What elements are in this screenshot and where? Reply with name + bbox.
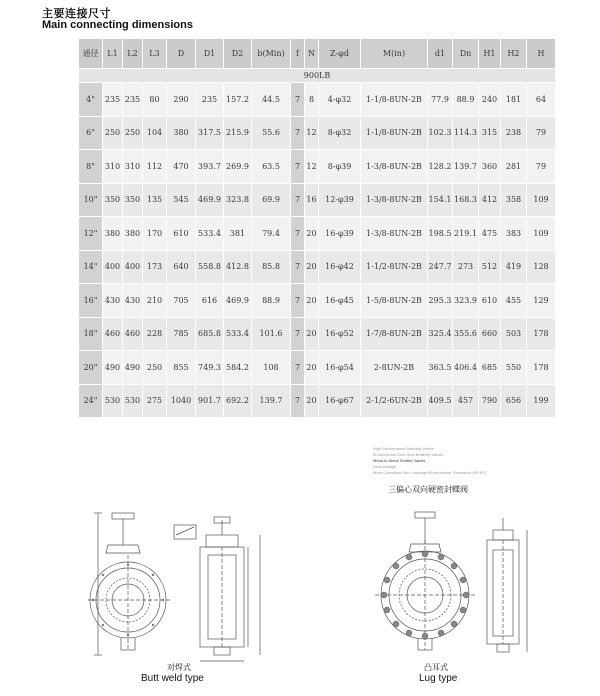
table-cell: 178 (527, 317, 556, 351)
column-header: 通径 (79, 39, 103, 69)
butt-weld-caption-en: Butt weld type (141, 673, 204, 684)
table-cell: 55.6 (252, 116, 291, 150)
table-cell: 20 (305, 317, 319, 351)
table-row (79, 351, 556, 385)
table-cell: 1-3/8-8UN-2B (361, 183, 428, 217)
table-row (79, 317, 556, 351)
table-cell: 455 (501, 284, 527, 318)
table-cell: 273 (453, 250, 479, 284)
table-cell: 16-φ45 (319, 284, 361, 318)
table-cell: 1-3/8-8UN-2B (361, 150, 428, 184)
table-cell: 79 (527, 116, 556, 150)
table-cell: 460 (103, 317, 123, 351)
class-row (79, 69, 556, 83)
table-cell: 16-φ67 (319, 384, 361, 418)
table-cell: 210 (143, 284, 167, 318)
table-cell: 250 (103, 116, 123, 150)
lug-type-drawing (375, 510, 545, 660)
table-cell: 475 (479, 217, 501, 251)
table-cell: 170 (143, 217, 167, 251)
class-label: 900LB (79, 69, 556, 83)
table-cell: 360 (479, 150, 501, 184)
table-cell: 323.9 (453, 284, 479, 318)
column-header: H1 (479, 39, 501, 69)
table-cell: 114.3 (453, 116, 479, 150)
table-cell: 6" (79, 116, 103, 150)
table-cell: 660 (479, 317, 501, 351)
column-header: L1 (103, 39, 123, 69)
table-row (79, 217, 556, 251)
table-cell: 705 (167, 284, 196, 318)
table-cell: 8" (79, 150, 103, 184)
table-cell: 2-1/2-6UN-2B (361, 384, 428, 418)
table-cell: 219.1 (453, 217, 479, 251)
table-cell: 1-1/8-8UN-2B (361, 83, 428, 117)
table-cell: 10" (79, 183, 103, 217)
table-cell: 380 (103, 217, 123, 251)
table-cell: 1-7/8-8UN-2B (361, 317, 428, 351)
table-cell: 16-φ54 (319, 351, 361, 385)
table-cell: 235 (103, 83, 123, 117)
table-cell: 16 (305, 183, 319, 217)
table-cell: 558.8 (196, 250, 224, 284)
table-cell: 383 (501, 217, 527, 251)
table-cell: 490 (103, 351, 123, 385)
title-english: Main connecting dimensions (42, 19, 193, 31)
table-cell: 129 (527, 284, 556, 318)
table-cell: 85.8 (252, 250, 291, 284)
table-cell: 20 (305, 217, 319, 251)
butt-weld-drawing (88, 505, 278, 665)
valve-type-chinese: 三偏心双向硬密封蝶阀 (388, 485, 468, 494)
table-row (79, 183, 556, 217)
table-cell: 173 (143, 250, 167, 284)
table-row (79, 116, 556, 150)
table-cell: 88.9 (453, 83, 479, 117)
table-cell: 533.4 (224, 317, 252, 351)
table-cell: 325.4 (428, 317, 453, 351)
table-cell: 584.2 (224, 351, 252, 385)
table-cell: 14" (79, 250, 103, 284)
table-cell: 4" (79, 83, 103, 117)
column-header: D2 (224, 39, 252, 69)
table-cell: 275 (143, 384, 167, 418)
feature-line-3: Metal-to-Metal Seated Valves (373, 458, 426, 463)
feature-line-4: Zero leakage (373, 464, 397, 469)
table-cell: 228 (143, 317, 167, 351)
table-cell: 80 (143, 83, 167, 117)
table-cell: 530 (123, 384, 143, 418)
table-cell: 101.6 (252, 317, 291, 351)
column-header: d1 (428, 39, 453, 69)
table-cell: 400 (103, 250, 123, 284)
table-cell: 469.9 (224, 284, 252, 318)
table-cell: 64 (527, 83, 556, 117)
table-cell: 490 (123, 351, 143, 385)
column-header: D (167, 39, 196, 69)
table-cell: 20 (305, 284, 319, 318)
table-cell: 310 (103, 150, 123, 184)
table-cell: 108 (252, 351, 291, 385)
table-cell: 380 (123, 217, 143, 251)
table-cell: 24" (79, 384, 103, 418)
column-header: Z-φd (319, 39, 361, 69)
table-cell: 1-3/8-8UN-2B (361, 217, 428, 251)
table-cell: 785 (167, 317, 196, 351)
table-cell: 281 (501, 150, 527, 184)
table-cell: 295.3 (428, 284, 453, 318)
table-cell: 460 (123, 317, 143, 351)
table-cell: 128 (527, 250, 556, 284)
table-cell: 238 (501, 116, 527, 150)
table-cell: 1-1/2-8UN-2B (361, 250, 428, 284)
table-cell: 610 (167, 217, 196, 251)
feature-line-2: Bi-directional Zero Seal Butterfly Valves (373, 452, 444, 457)
table-cell: 8 (305, 83, 319, 117)
table-cell: 317.5 (196, 116, 224, 150)
table-cell: 381 (224, 217, 252, 251)
column-header: D1 (196, 39, 224, 69)
table-cell: 79 (527, 150, 556, 184)
table-cell: 530 (103, 384, 123, 418)
table-cell: 235 (123, 83, 143, 117)
table-cell: 247.7 (428, 250, 453, 284)
table-cell: 350 (123, 183, 143, 217)
table-cell: 380 (167, 116, 196, 150)
column-header: L2 (123, 39, 143, 69)
butt-weld-caption-cn: 对焊式 (167, 663, 191, 672)
table-cell: 550 (501, 351, 527, 385)
table-cell: 7 (291, 284, 305, 318)
table-cell: 355.6 (453, 317, 479, 351)
table-cell: 109 (527, 217, 556, 251)
table-cell: 430 (123, 284, 143, 318)
table-cell: 168.3 (453, 183, 479, 217)
table-cell: 112 (143, 150, 167, 184)
table-cell: 63.5 (252, 150, 291, 184)
table-cell: 178 (527, 351, 556, 385)
table-cell: 290 (167, 83, 196, 117)
table-cell: 12 (305, 116, 319, 150)
feature-line-5: More Compliant Zero Leakage Bi-directional Threads to API 607 (373, 470, 487, 475)
table-cell: 16-φ52 (319, 317, 361, 351)
title-chinese: 主要连接尺寸 (42, 7, 111, 20)
table-cell: 1040 (167, 384, 196, 418)
table-cell: 102.3 (428, 116, 453, 150)
table-cell: 12" (79, 217, 103, 251)
table-cell: 610 (479, 284, 501, 318)
table-cell: 20" (79, 351, 103, 385)
table-cell: 749.3 (196, 351, 224, 385)
table-cell: 393.7 (196, 150, 224, 184)
table-cell: 4-φ32 (319, 83, 361, 117)
table-cell: 470 (167, 150, 196, 184)
table-cell: 685 (479, 351, 501, 385)
table-cell: 12 (305, 150, 319, 184)
table-cell: 901.7 (196, 384, 224, 418)
table-cell: 545 (167, 183, 196, 217)
table-cell: 240 (479, 83, 501, 117)
table-cell: 8-φ39 (319, 150, 361, 184)
column-header: H (527, 39, 556, 69)
table-cell: 44.5 (252, 83, 291, 117)
table-cell: 7 (291, 183, 305, 217)
table-cell: 7 (291, 351, 305, 385)
column-header: H2 (501, 39, 527, 69)
column-header: L3 (143, 39, 167, 69)
lug-caption-cn: 凸耳式 (424, 663, 448, 672)
table-cell: 12-φ39 (319, 183, 361, 217)
table-cell: 412 (479, 183, 501, 217)
table-row (79, 384, 556, 418)
table-cell: 7 (291, 384, 305, 418)
table-cell: 128.2 (428, 150, 453, 184)
table-cell: 181 (501, 83, 527, 117)
table-cell: 104 (143, 116, 167, 150)
table-cell: 685.8 (196, 317, 224, 351)
table-cell: 135 (143, 183, 167, 217)
table-cell: 154.1 (428, 183, 453, 217)
table-cell: 512 (479, 250, 501, 284)
table-cell: 350 (103, 183, 123, 217)
table-cell: 7 (291, 217, 305, 251)
table-row (79, 150, 556, 184)
table-cell: 157.2 (224, 83, 252, 117)
table-cell: 430 (103, 284, 123, 318)
table-cell: 7 (291, 317, 305, 351)
table-cell: 77.9 (428, 83, 453, 117)
table-row (79, 83, 556, 117)
feature-line-1: High Performance Butterfly Valves (373, 446, 434, 451)
column-header: b(Min) (252, 39, 291, 69)
table-cell: 1-1/8-8UN-2B (361, 116, 428, 150)
table-cell: 20 (305, 351, 319, 385)
table-cell: 18" (79, 317, 103, 351)
column-header: f (291, 39, 305, 69)
column-header: M(in) (361, 39, 428, 69)
column-header: N (305, 39, 319, 69)
table-cell: 692.2 (224, 384, 252, 418)
table-cell: 7 (291, 83, 305, 117)
table-cell: 20 (305, 384, 319, 418)
table-cell: 315 (479, 116, 501, 150)
table-cell: 640 (167, 250, 196, 284)
table-cell: 20 (305, 250, 319, 284)
table-row (79, 250, 556, 284)
table-cell: 409.5 (428, 384, 453, 418)
table-cell: 109 (527, 183, 556, 217)
table-cell: 358 (501, 183, 527, 217)
table-cell: 139.7 (252, 384, 291, 418)
table-cell: 503 (501, 317, 527, 351)
table-cell: 469.9 (196, 183, 224, 217)
table-cell: 656 (501, 384, 527, 418)
table-cell: 406.4 (453, 351, 479, 385)
dimensions-table (78, 38, 556, 418)
table-cell: 616 (196, 284, 224, 318)
column-header: Dn (453, 39, 479, 69)
table-cell: 457 (453, 384, 479, 418)
table-cell: 250 (143, 351, 167, 385)
table-cell: 533.4 (196, 217, 224, 251)
table-cell: 400 (123, 250, 143, 284)
lug-caption-en: Lug type (419, 673, 458, 684)
table-cell: 310 (123, 150, 143, 184)
table-header-row (79, 39, 556, 69)
table-cell: 1-5/8-8UN-2B (361, 284, 428, 318)
table-cell: 269.9 (224, 150, 252, 184)
table-cell: 363.5 (428, 351, 453, 385)
table-cell: 412.8 (224, 250, 252, 284)
table-cell: 69.9 (252, 183, 291, 217)
table-cell: 7 (291, 116, 305, 150)
table-cell: 16-φ42 (319, 250, 361, 284)
table-cell: 7 (291, 250, 305, 284)
table-row (79, 284, 556, 318)
table-cell: 790 (479, 384, 501, 418)
table-cell: 235 (196, 83, 224, 117)
table-cell: 199 (527, 384, 556, 418)
table-cell: 16" (79, 284, 103, 318)
table-cell: 16-φ39 (319, 217, 361, 251)
table-cell: 79.4 (252, 217, 291, 251)
table-cell: 250 (123, 116, 143, 150)
table-cell: 8-φ32 (319, 116, 361, 150)
table-cell: 855 (167, 351, 196, 385)
table-cell: 139.7 (453, 150, 479, 184)
table-cell: 215.9 (224, 116, 252, 150)
table-cell: 419 (501, 250, 527, 284)
table-cell: 2-8UN-2B (361, 351, 428, 385)
table-cell: 7 (291, 150, 305, 184)
table-cell: 88.9 (252, 284, 291, 318)
table-cell: 323.8 (224, 183, 252, 217)
table-cell: 198.5 (428, 217, 453, 251)
